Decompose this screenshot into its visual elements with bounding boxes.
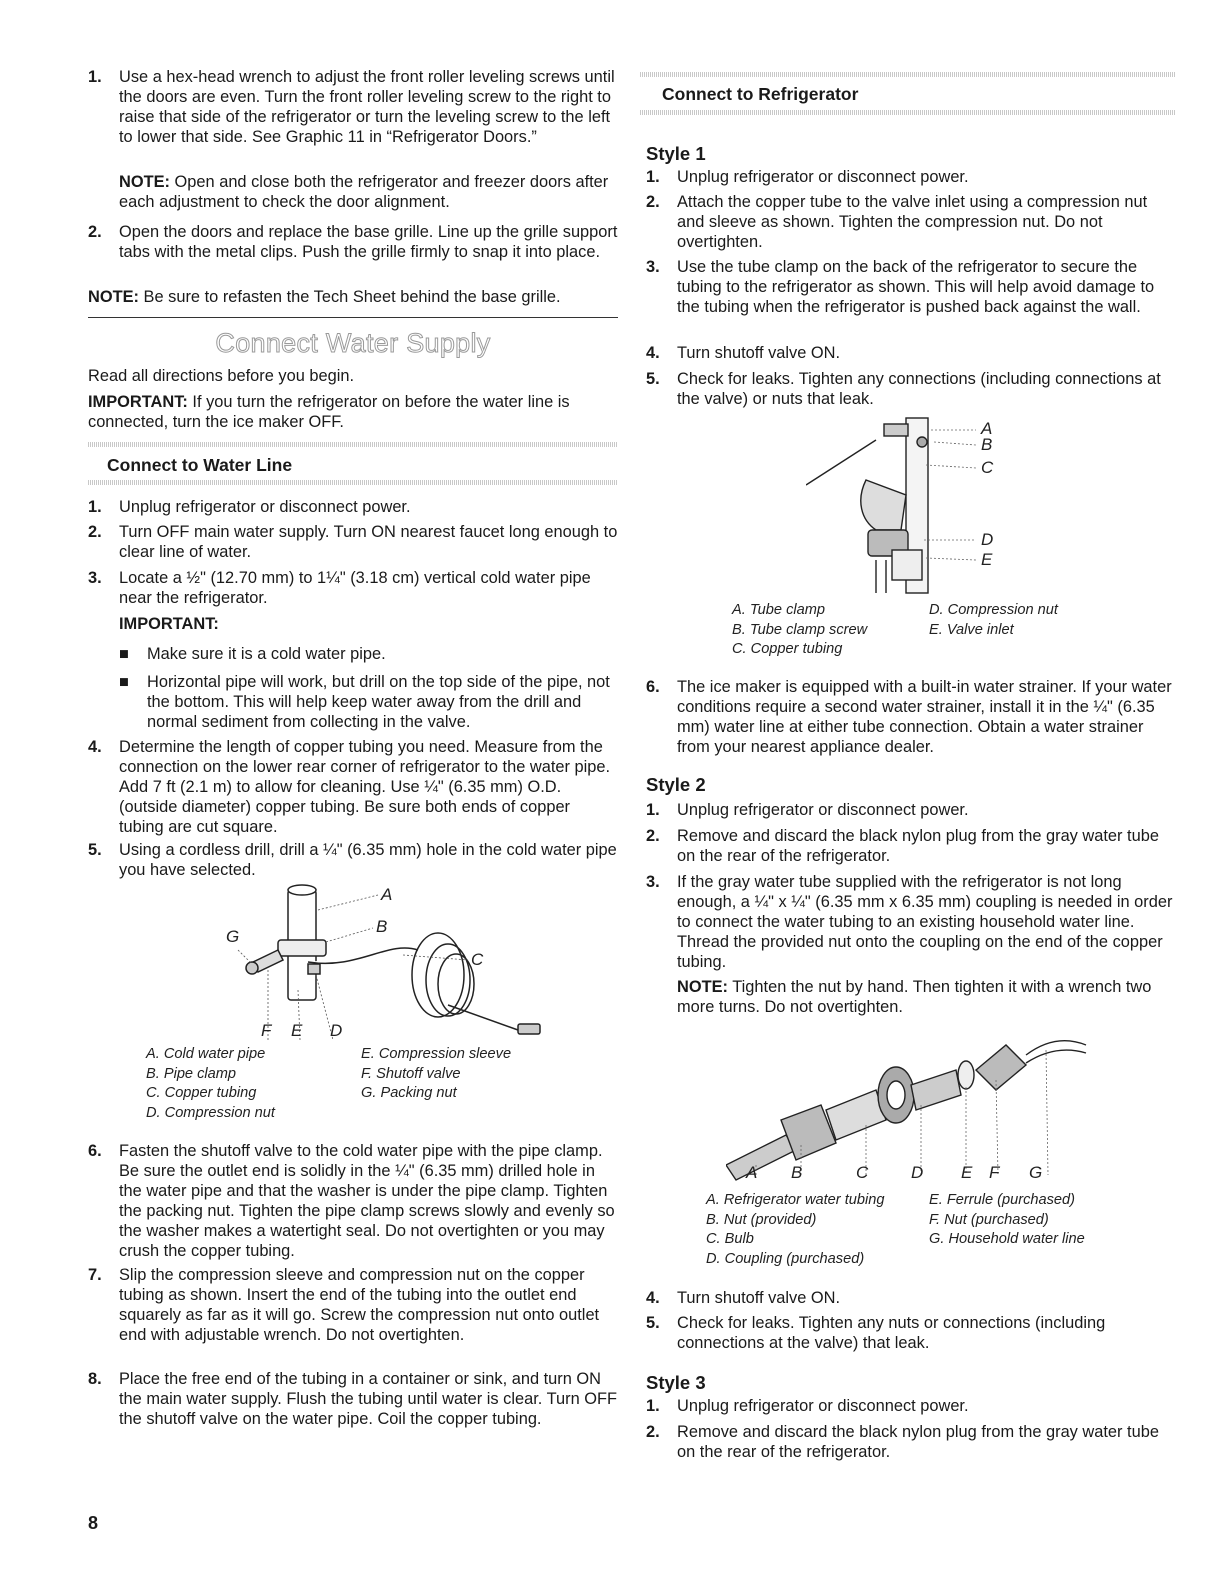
style-heading: Style 3 [646,1372,706,1393]
caption-line: B. Nut (provided) [706,1211,817,1228]
bullet-item [88,672,618,732]
list-item [646,1422,1176,1462]
fig-label-c: C [471,950,484,969]
bullet-icon: ■ [119,645,129,663]
svg-text:D: D [911,1163,924,1182]
svg-text:C: C [856,1163,869,1182]
list-item [646,1288,1176,1308]
list-item [88,522,618,562]
step-text: Use a hex-head wrench to adjust the front roller leveling screws until the doors are even. Turn the front roller leveling screw to the right to raise that side of the refrigerator or turn the leveling screw to the left to lower that side. See Graphic 11 in “Refrigerator Doors.” [119,68,615,146]
list-item [646,369,1176,409]
list-item [646,1396,1176,1416]
fig-bottom-labels [736,1158,1076,1184]
list-item [88,1369,618,1429]
header-rule [640,72,1176,77]
step-number: 1. [646,168,660,186]
note-label: NOTE: [119,173,170,191]
header-rule [640,110,1176,115]
note-text: Open and close both the refrigerator and freezer doors after each adjustment to check the door alignment. [119,173,609,211]
step-number: 4. [646,1289,660,1307]
step-text: Place the free end of the tubing in a container or sink, and turn ON the main water supply. Flush the tubing until water is clear. Turn OFF the shutoff valve on the water pipe. Coil the copper tubing. [119,1370,618,1428]
list-item [88,1265,618,1345]
caption-line: F. Nut (purchased) [929,1211,1049,1228]
note-label: NOTE: [677,978,728,996]
fig-label-e: E [291,1021,303,1040]
step-number: 3. [646,873,660,891]
step-number: 1. [88,498,102,516]
bullet-item [88,644,618,664]
list-item [646,1313,1176,1353]
step-text: Fasten the shutoff valve to the cold water pipe with the pipe clamp. Be sure the outlet end is solidly in the ¼" (6.35 mm) drilled hole in the water pipe and that the washer is under the pipe clamp. Tighten the packing nut. Tighten the pipe clamp screws slowly and evenly so the washer makes a watertight seal. Do not overtighten or you may crush the copper tubing. [119,1142,615,1260]
step-number: 1. [646,801,660,819]
fig-label-a: A [381,885,393,904]
step-text: Remove and discard the black nylon plug from the gray water tube on the rear of the refrigerator. [677,1423,1159,1461]
bullet-text: Make sure it is a cold water pipe. [147,645,386,663]
figure-caption-right [929,601,1129,640]
bullet-icon: ■ [119,673,129,691]
caption-line: A. Refrigerator water tubing [706,1192,885,1208]
caption-line: A. Cold water pipe [146,1046,266,1062]
step-text: Attach the copper tube to the valve inlet using a compression nut and sleeve as shown. Tighten the compression nut. Do not overtighten. [677,193,1148,251]
caption-line: D. Coupling (purchased) [706,1250,865,1267]
list-item [646,257,1176,317]
step-text: Turn shutoff valve ON. [677,1289,841,1307]
page-number: 8 [88,1513,99,1533]
svg-text:E: E [981,550,993,569]
svg-text:F: F [989,1163,1000,1182]
caption-line: D. Compression nut [146,1104,275,1121]
note-text: Tighten the nut by hand. Then tighten it with a wrench two more turns. Do not overtighten. [677,978,1152,1016]
step-number: 4. [88,738,102,756]
list-item [88,840,618,880]
important-text: If you turn the refrigerator on before the water line is connected, turn the ice maker OFF. [88,393,570,431]
svg-text:A: A [981,419,993,438]
step-text: Turn shutoff valve ON. [677,344,841,362]
note [646,977,1176,1017]
caption-line: E. Compression sleeve [361,1046,512,1062]
step-text: Unplug refrigerator or disconnect power. [677,168,969,186]
list-item [646,167,1176,187]
step-number: 5. [646,370,660,388]
important-label: IMPORTANT: [88,393,188,411]
caption-line: C. Copper tubing [146,1085,257,1101]
svg-text:E: E [961,1163,973,1182]
valve-inlet-figure [806,410,1006,595]
step-text: Unplug refrigerator or disconnect power. [677,801,969,819]
caption-line: F. Shutoff valve [361,1065,461,1082]
step-text: Open the doors and replace the base grille. Line up the grille support tabs with the metal clips. Push the grille firmly to snap it into place. [119,223,618,261]
step-number: 5. [646,1314,660,1332]
important-heading: IMPORTANT: [119,615,219,633]
figure-caption-right [929,1191,1149,1250]
step-text: Locate a ½" (12.70 mm) to 1¼" (3.18 cm) vertical cold water pipe near the refrigerator. [119,569,591,607]
step-number: 2. [646,1423,660,1441]
step-text: Slip the compression sleeve and compression nut on the copper tubing as shown. Insert the end of the tubing into the outlet end squarely as far as it will go. Screw the compression nut onto outlet end with adjustable wrench. Do not overtighten. [119,1266,600,1344]
list-item [88,497,618,517]
caption-line: E. Valve inlet [929,621,1014,638]
step-number: 2. [646,193,660,211]
step-number: 6. [646,678,660,696]
fig-label-b: B [376,917,388,936]
note [88,287,618,307]
figure-caption-left [706,1191,926,1269]
style-heading: Style 1 [646,143,706,164]
step-text: Remove and discard the black nylon plug from the gray water tube on the rear of the refrigerator. [677,827,1159,865]
step-text: Check for leaks. Tighten any connections (including connections at the valve) or nuts that leak. [677,370,1161,408]
subsection-title: Connect to Water Line [107,455,293,475]
shutoff-valve-figure [138,880,558,1040]
style-heading: Style 2 [646,774,706,795]
figure-caption-left [146,1045,356,1123]
step-text: Unplug refrigerator or disconnect power. [677,1397,969,1415]
fig-label-g: G [226,927,240,946]
step-text: Use the tube clamp on the back of the refrigerator to secure the tubing to the refrigerator as shown. This will help avoid damage to the tubing when the refrigerator is pushed back against the wall. [677,258,1155,316]
step-number: 3. [646,258,660,276]
divider [88,317,618,318]
step-number: 4. [646,344,660,362]
step-number: 2. [646,827,660,845]
step-number: 6. [88,1142,102,1160]
list-item [646,800,1176,820]
list-item [646,677,1176,757]
caption-line: C. Bulb [706,1231,754,1247]
fig-bottom-labels [253,1018,373,1042]
svg-text:B: B [791,1163,803,1182]
step-number: 2. [88,523,102,541]
subsection-title: Connect to Refrigerator [662,84,859,104]
step-number: 7. [88,1266,102,1284]
important-note [88,392,618,432]
caption-line: D. Compression nut [929,602,1058,618]
step-number: 8. [88,1370,102,1388]
list-item [646,826,1176,866]
caption-line: B. Pipe clamp [146,1065,237,1082]
step-text: Check for leaks. Tighten any nuts or connections (including connections at the valve) that leak. [677,1314,1106,1352]
step-number: 2. [88,223,102,241]
list-item [88,1141,618,1261]
bullet-text: Horizontal pipe will work, but drill on the top side of the pipe, not the bottom. This will help keep water away from the drill and normal sediment from collecting in the valve. [147,673,610,731]
step-number: 5. [88,841,102,859]
note-text: Be sure to refasten the Tech Sheet behind the base grille. [139,288,561,306]
caption-line: C. Copper tubing [732,641,843,657]
step-text: If the gray water tube supplied with the refrigerator is not long enough, a ¼" x ¼" (6.35 mm x 6.35 mm) coupling is needed in order to connect the water tubing to an existing household water line. Thread the provided nut onto the coupling on the end of the copper tubing. [677,873,1173,971]
figure-caption-left [732,601,932,660]
list-item [646,343,1176,363]
list-item [646,192,1176,252]
step-number: 1. [88,68,102,86]
caption-line: G. Household water line [929,1231,1085,1247]
intro-text: Read all directions before you begin. [88,367,355,385]
svg-text:G: G [1029,1163,1043,1182]
section-title: Connect Water Supply [215,328,491,358]
caption-line: G. Packing nut [361,1085,457,1101]
caption-line: E. Ferrule (purchased) [929,1192,1075,1208]
step-text: Turn OFF main water supply. Turn ON nearest faucet long enough to clear line of water. [119,523,618,561]
svg-text:C: C [981,458,994,477]
figure-caption-right [361,1045,601,1104]
note-label: NOTE: [88,288,139,306]
fig-label-d: D [330,1021,343,1040]
important-label [88,614,618,634]
step-text: Using a cordless drill, drill a ¼" (6.35 mm) hole in the cold water pipe you have selected. [119,841,617,879]
header-rule [88,480,618,485]
svg-text:D: D [981,530,994,549]
header-rule [88,442,618,447]
list-item [88,222,618,262]
step-text: The ice maker is equipped with a built-in water strainer. If your water conditions require a second water strainer, install it in the ¼" (6.35 mm) water line at either tube connection. Obtain a water strainer from your nearest appliance dealer. [677,678,1172,756]
caption-line: B. Tube clamp screw [732,621,868,638]
list-item [88,568,618,608]
caption-line: A. Tube clamp [732,602,826,618]
list-item [646,872,1176,972]
fig-label-f: F [261,1021,272,1040]
list-item [88,67,618,147]
note [88,172,618,212]
step-number: 1. [646,1397,660,1415]
step-number: 3. [88,569,102,587]
list-item [88,737,618,837]
svg-text:B: B [981,435,993,454]
step-text: Determine the length of copper tubing you need. Measure from the connection on the lower rear corner of refrigerator to the water pipe. Add 7 ft (2.1 m) to allow for cleaning. Use ¼" (6.35 mm) O.D. (outside diameter) copper tubing. Be sure both ends of copper tubing are cut square. [119,738,611,836]
step-text: Unplug refrigerator or disconnect power. [119,498,411,516]
svg-text:A: A [746,1163,758,1182]
